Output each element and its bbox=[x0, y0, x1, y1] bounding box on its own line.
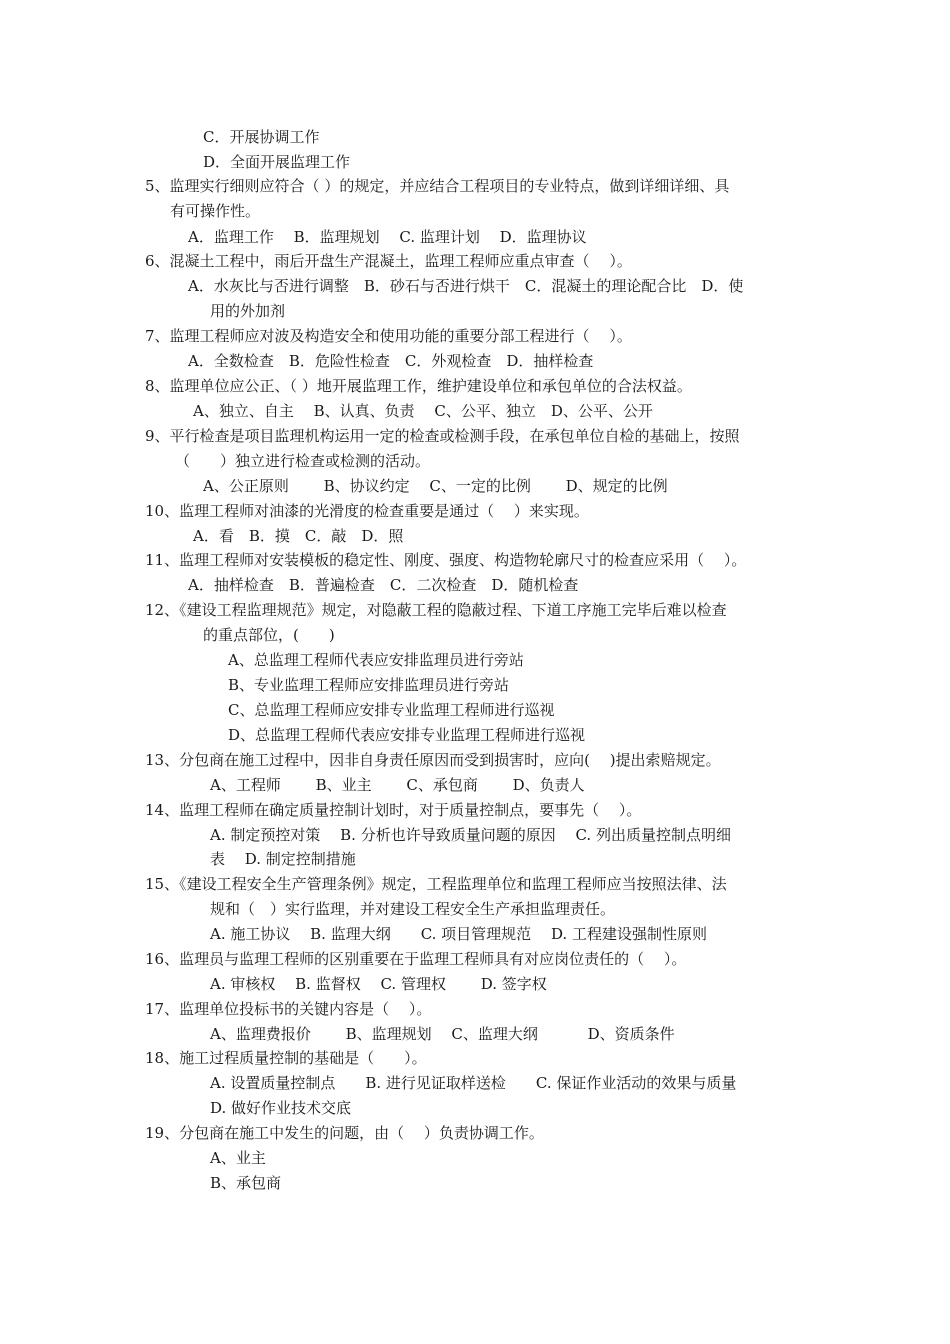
q15-stem: 15、《建设工程安全生产管理条例》规定，工程监理单位和监理工程师应当按照法律、法 bbox=[145, 875, 727, 893]
q18-stem: 18、施工过程质量控制的基础是（ ）。 bbox=[145, 1049, 427, 1067]
q6-stem: 6、混凝土工程中，雨后开盘生产混凝土，监理工程师应重点审查（ ）。 bbox=[145, 252, 632, 270]
q17-options: A、监理费报价 B、监理规划 C、监理大纲 D、资质条件 bbox=[210, 1025, 675, 1043]
q4-option-d: D．全面开展监理工作 bbox=[203, 153, 351, 171]
q16-stem: 16、监理员与监理工程师的区别重要在于监理工程师具有对应岗位责任的（ ）。 bbox=[145, 950, 687, 968]
q15-options: A. 施工协议 B. 监理大纲 C. 项目管理规范 D. 工程建设强制性原则 bbox=[210, 925, 707, 943]
q12-stem: 12、《建设工程监理规范》规定，对隐蔽工程的隐蔽过程、下道工序施工完毕后难以检查 bbox=[145, 601, 727, 619]
q10-stem: 10、监理工程师对油漆的光滑度的检查重要是通过（ ）来实现。 bbox=[145, 502, 589, 520]
q19-stem: 19、分包商在施工中发生的问题，由（ ）负责协调工作。 bbox=[145, 1124, 544, 1142]
q8-stem: 8、监理单位应公正、（ ）地开展监理工作，维护建设单位和承包单位的合法权益。 bbox=[145, 377, 692, 395]
q12-option-a: A、总监理工程师代表应安排监理员进行旁站 bbox=[228, 651, 524, 669]
q14-options-cont: 表 D. 制定控制措施 bbox=[210, 850, 356, 868]
q5-stem: 5、监理实行细则应符合（ ）的规定，并应结合工程项目的专业特点，做到详细详细、具 bbox=[145, 177, 730, 195]
q17-stem: 17、监理单位投标书的关键内容是（ ）。 bbox=[145, 1000, 432, 1018]
q11-options: A．抽样检查 B．普遍检查 C．二次检查 D．随机检查 bbox=[188, 576, 579, 594]
q18-options-cont: D. 做好作业技术交底 bbox=[210, 1099, 352, 1117]
q12-option-b: B、专业监理工程师应安排监理员进行旁站 bbox=[228, 676, 510, 694]
q4-option-c: C．开展协调工作 bbox=[203, 128, 320, 146]
q12-option-c: C、总监理工程师应安排专业监理工程师进行巡视 bbox=[228, 701, 555, 719]
q16-options: A. 审核权 B. 监督权 C. 管理权 D. 签字权 bbox=[210, 975, 547, 993]
q11-stem: 11、监理工程师对安装模板的稳定性、刚度、强度、构造物轮廓尺寸的检查应采用（ ）。 bbox=[145, 551, 747, 569]
q6-options: A．水灰比与否进行调整 B．砂石与否进行烘干 C．混凝土的理论配合比 D．使 bbox=[188, 277, 744, 295]
q6-options-cont: 用的外加剂 bbox=[210, 302, 286, 320]
q8-options: A、独立、自主 B、认真、负责 C、公平、独立 D、公平、公开 bbox=[193, 402, 653, 420]
q12-stem-cont: 的重点部位，( ) bbox=[203, 626, 335, 644]
q9-stem: 9、平行检查是项目监理机构运用一定的检查或检测手段，在承包单位自检的基础上，按照 bbox=[145, 427, 740, 445]
q9-stem-cont: （ ）独立进行检查或检测的活动。 bbox=[175, 452, 431, 470]
q19-option-b: B、承包商 bbox=[210, 1174, 282, 1192]
q7-options: A．全数检查 B．危险性检查 C．外观检查 D．抽样检查 bbox=[188, 352, 594, 370]
q12-option-d: D、总监理工程师代表应安排专业监理工程师进行巡视 bbox=[228, 726, 586, 744]
q7-stem: 7、监理工程师应对波及构造安全和使用功能的重要分部工程进行（ ）。 bbox=[145, 327, 632, 345]
q9-options: A、公正原则 B、协议约定 C、一定的比例 D、规定的比例 bbox=[203, 477, 668, 495]
q5-stem-cont: 有可操作性。 bbox=[170, 202, 261, 220]
q14-stem: 14、监理工程师在确定质量控制计划时，对于质量控制点，要事先（ ）。 bbox=[145, 801, 642, 819]
q14-options: A. 制定预控对策 B. 分析也许导致质量问题的原因 C. 列出质量控制点明细 bbox=[210, 826, 731, 844]
q18-options: A. 设置质量控制点 B. 进行见证取样送检 C. 保证作业活动的效果与质量 bbox=[210, 1074, 737, 1092]
q15-stem-cont: 规和（ ）实行监理，并对建设工程安全生产承担监理责任。 bbox=[210, 900, 616, 918]
q13-options: A、工程师 B、业主 C、承包商 D、负责人 bbox=[210, 776, 585, 794]
q5-options: A．监理工作 B．监理规划 C. 监理计划 D．监理协议 bbox=[188, 228, 587, 246]
q13-stem: 13、分包商在施工过程中，因非自身责任原因而受到损害时，应向( )提出索赔规定。 bbox=[145, 751, 721, 769]
q19-option-a: A、业主 bbox=[210, 1149, 266, 1167]
q10-options: A．看 B．摸 C．敲 D．照 bbox=[193, 527, 404, 545]
